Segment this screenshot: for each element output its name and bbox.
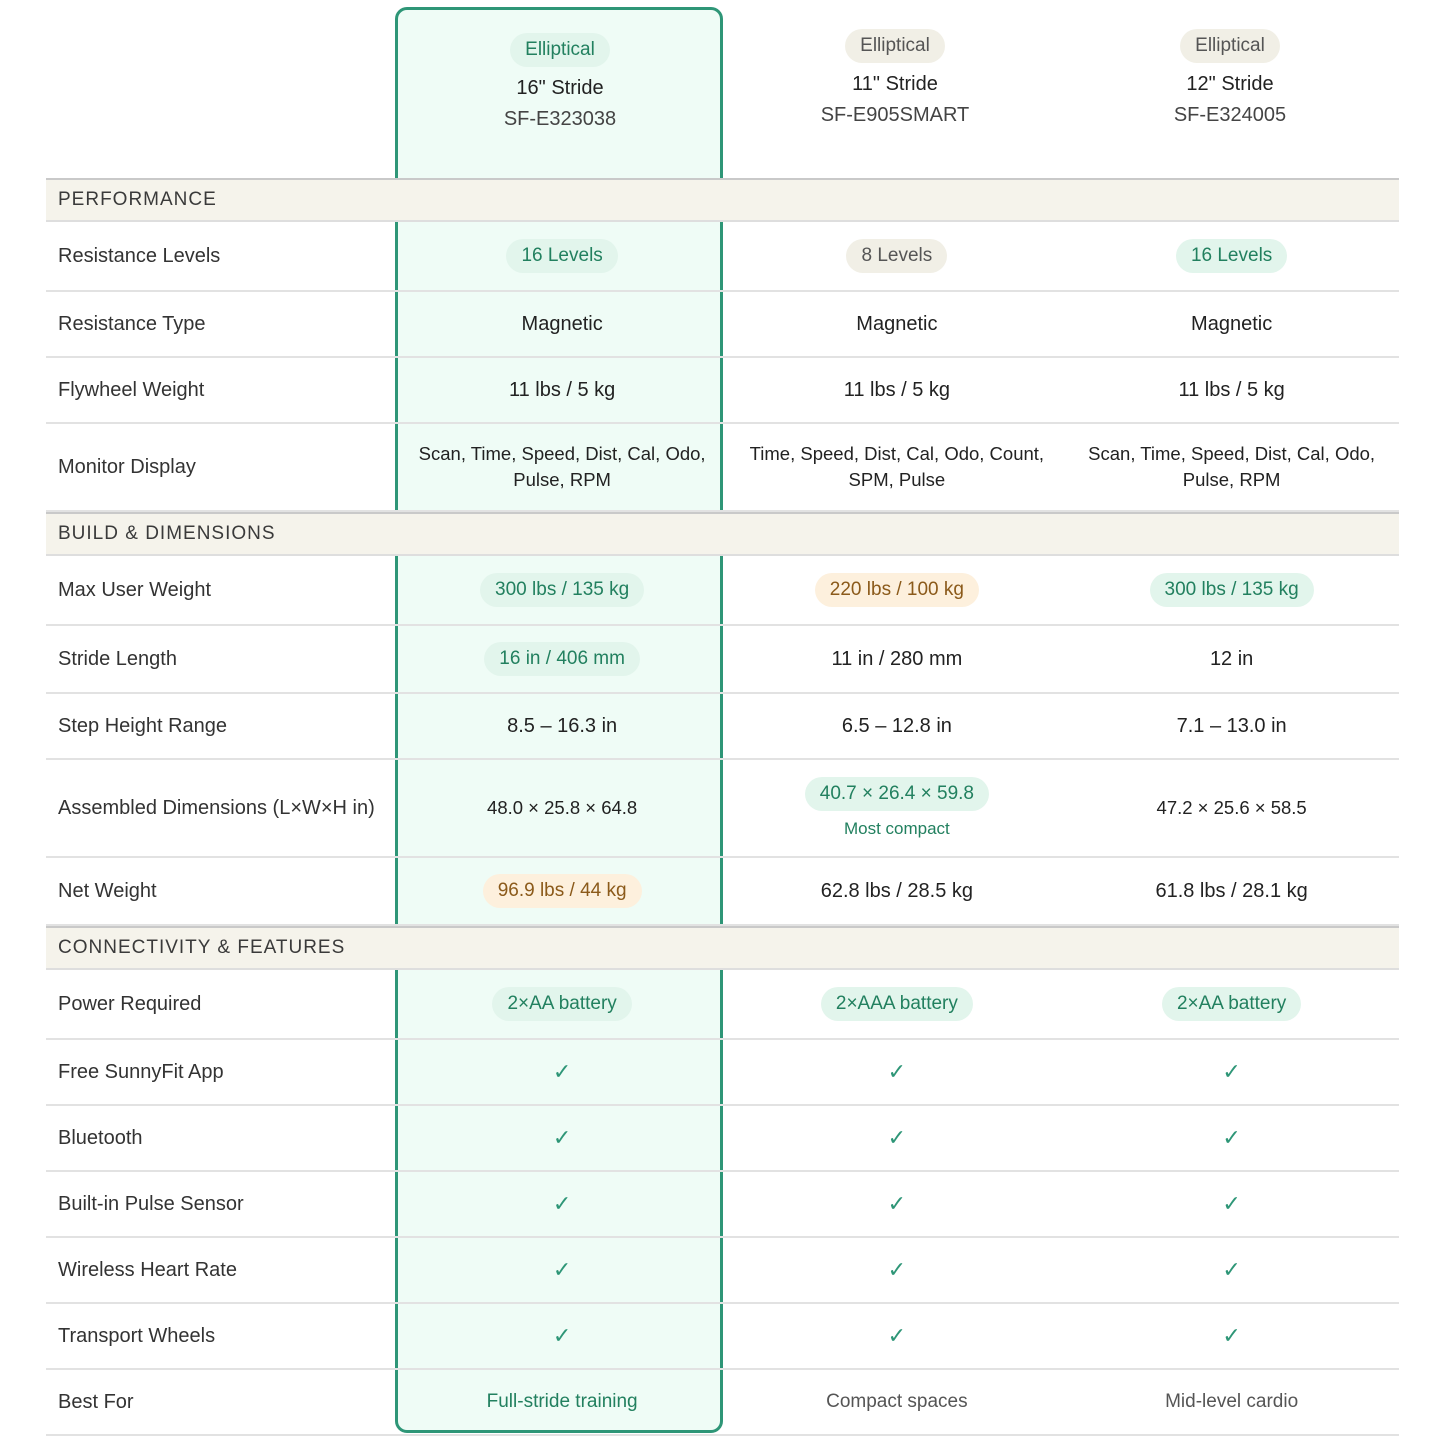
- row-resistance-type: [46, 292, 1399, 358]
- row-max-user-weight: [46, 556, 1399, 626]
- value-cell: 11 lbs / 5 kg: [843, 378, 951, 401]
- value-pill: 220 lbs / 100 kg: [815, 573, 979, 607]
- value-pill: 16 Levels: [1176, 239, 1287, 273]
- row-label: Net Weight: [58, 879, 157, 902]
- value-cell: [730, 441, 1065, 493]
- value-cell: 61.8 lbs / 28.1 kg: [1155, 879, 1308, 902]
- best-for-value: Full-stride training: [486, 1391, 638, 1412]
- value-cell: 6.5 – 12.8 in: [841, 714, 952, 737]
- row-label: Flywheel Weight: [58, 378, 205, 401]
- row-assembled-dimensions: [46, 760, 1399, 858]
- value-pill: 16 in / 406 mm: [484, 642, 640, 676]
- check-icon: ✓: [1222, 1191, 1241, 1216]
- check-icon: ✓: [887, 1125, 907, 1150]
- value-cell: 48.0 × 25.8 × 64.8: [487, 797, 638, 818]
- product-header-3[interactable]: [1065, 0, 1395, 156]
- row-label: Free SunnyFit App: [58, 1060, 224, 1083]
- check-icon: ✓: [552, 1323, 572, 1348]
- value-cell: 47.2 × 25.6 × 58.5: [1156, 797, 1307, 818]
- row-label: Resistance Levels: [58, 244, 221, 267]
- value-pill: 300 lbs / 135 kg: [480, 573, 644, 607]
- value-line: Pulse, RPM: [513, 469, 611, 490]
- value-cell: 7.1 – 13.0 in: [1176, 714, 1287, 737]
- row-label: Step Height Range: [58, 714, 228, 737]
- check-icon: ✓: [1222, 1257, 1241, 1282]
- category-badge: Elliptical: [510, 33, 610, 67]
- value-cell: 8.5 – 16.3 in: [507, 714, 618, 737]
- row-pulse-sensor: [46, 1172, 1399, 1238]
- row-flywheel-weight: [46, 358, 1399, 424]
- row-transport-wheels: [46, 1304, 1399, 1370]
- row-wireless-heart-rate: [46, 1238, 1399, 1304]
- row-power-required: [46, 970, 1399, 1040]
- model-number: SF-E323038: [503, 108, 617, 130]
- row-resistance-levels: [46, 222, 1399, 292]
- model-number: SF-E324005: [1173, 104, 1287, 126]
- row-label: Transport Wheels: [58, 1324, 216, 1347]
- row-label: Monitor Display: [58, 455, 196, 478]
- value-cell: 11 lbs / 5 kg: [1178, 378, 1285, 401]
- row-label: Resistance Type: [58, 312, 206, 335]
- row-label: Best For: [58, 1390, 134, 1413]
- value-pill: 96.9 lbs / 44 kg: [483, 874, 642, 908]
- check-icon: ✓: [552, 1125, 572, 1150]
- value-pill: 300 lbs / 135 kg: [1150, 573, 1314, 607]
- check-icon: ✓: [1222, 1059, 1241, 1084]
- category-badge: Elliptical: [1180, 29, 1280, 63]
- row-best-for: [46, 1370, 1399, 1436]
- value-line: Scan, Time, Speed, Dist, Cal, Odo,: [418, 443, 706, 464]
- value-line: Time, Speed, Dist, Cal, Odo, Count,: [749, 443, 1045, 464]
- value-cell: 62.8 lbs / 28.5 kg: [820, 879, 974, 902]
- section-connectivity-features: CONNECTIVITY & FEATURES: [46, 926, 1399, 970]
- row-label: Assembled Dimensions (L×W×H in): [58, 796, 375, 819]
- value-pill: 2×AA battery: [1162, 987, 1301, 1021]
- check-icon: ✓: [552, 1059, 572, 1084]
- check-icon: ✓: [552, 1191, 572, 1216]
- value-cell: Magnetic: [856, 312, 938, 335]
- best-for-value: Mid-level cardio: [1165, 1391, 1299, 1412]
- section-performance: PERFORMANCE: [46, 178, 1399, 222]
- check-icon: ✓: [887, 1059, 907, 1084]
- check-icon: ✓: [887, 1257, 907, 1282]
- value-pill: 2×AA battery: [492, 987, 631, 1021]
- value-cell: [1064, 441, 1399, 493]
- value-cell: Magnetic: [521, 312, 603, 335]
- value-line: Pulse, RPM: [1182, 469, 1281, 490]
- best-for-value: Compact spaces: [826, 1391, 968, 1412]
- row-label: Wireless Heart Rate: [58, 1258, 237, 1281]
- value-cell: Magnetic: [1191, 312, 1273, 335]
- row-label: Power Required: [58, 992, 202, 1015]
- row-label: Bluetooth: [58, 1126, 143, 1149]
- value-pill: 8 Levels: [846, 239, 947, 273]
- value-cell: 11 lbs / 5 kg: [508, 378, 616, 401]
- product-header-1[interactable]: [395, 0, 725, 156]
- row-label: Built-in Pulse Sensor: [58, 1192, 244, 1215]
- row-bluetooth: [46, 1106, 1399, 1172]
- check-icon: ✓: [887, 1323, 907, 1348]
- value-cell: [395, 441, 730, 493]
- row-label: Max User Weight: [58, 578, 212, 601]
- value-pill: 40.7 × 26.4 × 59.8: [805, 777, 989, 811]
- product-header-2[interactable]: [730, 0, 1060, 156]
- check-icon: ✓: [1222, 1323, 1241, 1348]
- value-cell: 12 in: [1209, 647, 1254, 670]
- value-line: Scan, Time, Speed, Dist, Cal, Odo,: [1088, 443, 1376, 464]
- row-step-height: [46, 694, 1399, 760]
- stride-label: 12" Stride: [1186, 73, 1274, 95]
- value-pill: 2×AAA battery: [821, 987, 973, 1021]
- row-net-weight: [46, 858, 1399, 926]
- row-sunnyfit-app: [46, 1040, 1399, 1106]
- row-label: Stride Length: [58, 647, 177, 670]
- value-cell: [730, 777, 1065, 839]
- row-monitor-display: [46, 424, 1399, 512]
- model-number: SF-E905SMART: [820, 104, 970, 126]
- value-cell: 11 in / 280 mm: [831, 647, 963, 670]
- product-header-row: [46, 0, 1399, 156]
- most-compact-note: Most compact: [843, 819, 950, 838]
- check-icon: ✓: [552, 1257, 572, 1282]
- value-pill: 16 Levels: [506, 239, 617, 273]
- section-build-dimensions: BUILD & DIMENSIONS: [46, 512, 1399, 556]
- value-line: SPM, Pulse: [848, 469, 946, 490]
- category-badge: Elliptical: [845, 29, 945, 63]
- check-icon: ✓: [887, 1191, 907, 1216]
- stride-label: 16" Stride: [516, 77, 604, 99]
- check-icon: ✓: [1222, 1125, 1241, 1150]
- comparison-table: [46, 0, 1399, 1436]
- stride-label: 11" Stride: [852, 73, 938, 95]
- row-stride-length: [46, 626, 1399, 694]
